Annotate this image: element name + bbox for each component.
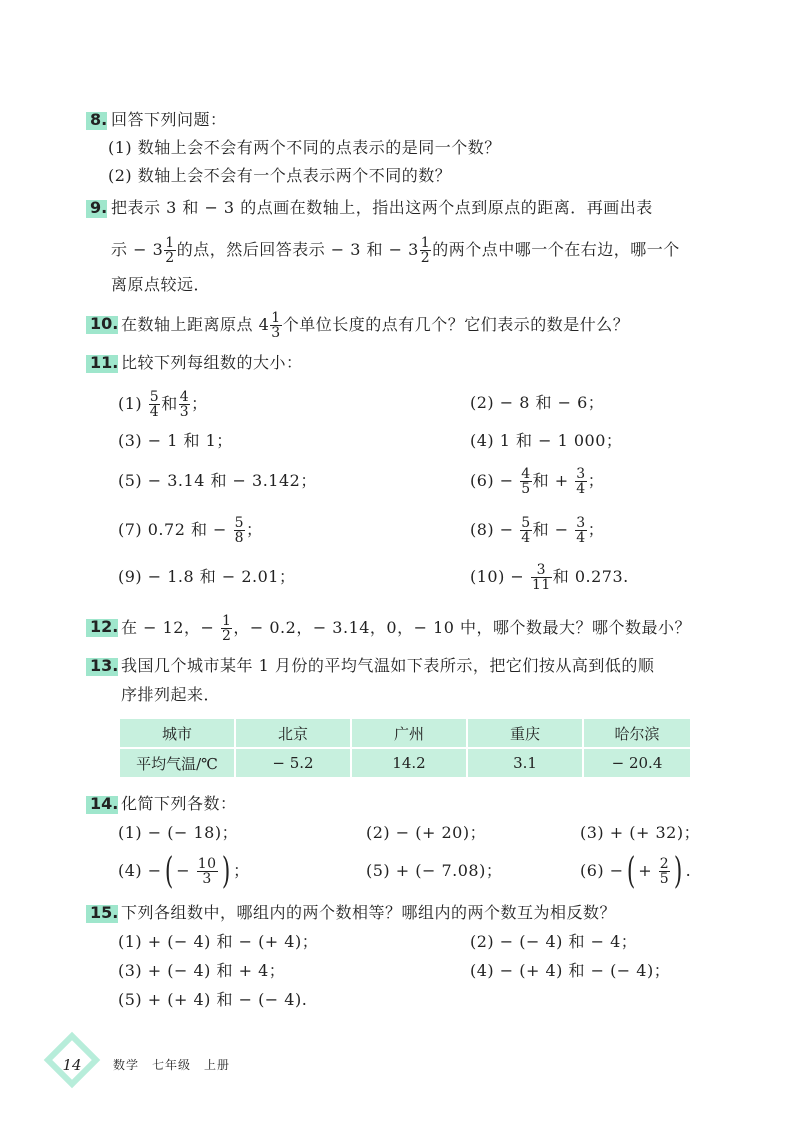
question-11-part-7: (7) 0.72 和 − $\frac{5}{8}$ ； <box>118 515 263 546</box>
question-11-part-10: (10) − $\frac{3}{11}$ 和 0.273. <box>470 562 629 593</box>
fraction: $\frac{5}{4}$ <box>149 389 160 420</box>
question-11-part-3: (3) − 1 和 1； <box>118 431 233 450</box>
question-15-part-1: (1) + (− 4) 和 − (+ 4)； <box>118 932 319 951</box>
question-15-text: 下列各组数中，哪组内的两个数相等？哪组内的两个数互为相反数？ <box>121 903 617 922</box>
table-cell: 14.2 <box>352 749 466 777</box>
question-9-line2 <box>111 233 680 267</box>
book-title: 数学 七年级 上册 <box>113 1058 231 1072</box>
question-number-8: 8. <box>90 110 108 129</box>
question-14-part-5: (5) + (− 7.08)； <box>366 861 503 880</box>
question-9-line1: 把表示 3 和 − 3 的点画在数轴上，指出这两个点到原点的距离．再画出表 <box>111 198 653 217</box>
fraction: $\frac{1}{2}$ <box>165 235 175 266</box>
question-number-12: 12. <box>90 617 119 636</box>
table-header-cell: 北京 <box>236 719 350 747</box>
question-14-part-1: (1) − (− 18)； <box>118 823 239 842</box>
question-11-part-6: (6) − $\frac{4}{5}$ 和 + $\frac{3}{4}$ ； <box>470 466 605 497</box>
question-14-part-6: (6) −( + $\frac{2}{5}$ ) . <box>580 850 692 892</box>
question-14-part-2: (2) − (+ 20)； <box>366 823 487 842</box>
question-number-13: 13. <box>90 656 119 675</box>
fraction: $\frac{4}{5}$ <box>521 466 531 497</box>
question-8-sub1: (1) 数轴上会不会有两个不同的点表示的是同一个数？ <box>108 138 501 157</box>
question-13-line2: 序排列起来． <box>121 685 221 704</box>
table-cell: − 20.4 <box>584 749 690 777</box>
question-15-part-3: (3) + (− 4) 和 + 4； <box>118 961 286 980</box>
fraction: $\frac{2}{5}$ <box>659 856 670 887</box>
question-number-15: 15. <box>90 903 119 922</box>
question-12-text: 在 − 12，− $\frac{1}{2}$ ，− 0.2，− 3.14，0，− 10 中，哪个数最大？哪个数最小？ <box>121 613 692 644</box>
table-header-cell: 广州 <box>352 719 466 747</box>
table-cell: − 5.2 <box>236 749 350 777</box>
question-number-9: 9. <box>90 198 108 217</box>
table-cell: 3.1 <box>468 749 582 777</box>
table-cell: 平均气温/℃ <box>120 749 234 777</box>
question-11-part-8: (8) − $\frac{5}{4}$ 和 − $\frac{3}{4}$ ； <box>470 515 605 546</box>
question-11-part-9: (9) − 1.8 和 − 2.01； <box>118 567 296 586</box>
table-header-cell: 城市 <box>120 719 234 747</box>
question-9-line2-part-b: 的点，然后回答表示 − 3 和 − 3 <box>176 240 419 259</box>
fraction: $\frac{3}{4}$ <box>576 466 586 497</box>
fraction: $\frac{1}{2}$ <box>420 235 431 266</box>
fraction: $\frac{4}{3}$ <box>179 389 190 420</box>
fraction: $\frac{5}{4}$ <box>521 515 531 546</box>
question-8-text: 回答下列问题： <box>111 110 227 129</box>
question-14-part-3: (3) + (+ 32)； <box>580 823 701 842</box>
question-9-line2-part-a: 示 − 3 <box>111 240 164 259</box>
table-row <box>120 749 690 777</box>
fraction: $\frac{3}{11}$ <box>531 562 551 593</box>
fraction: $\frac{1}{3}$ <box>271 310 281 341</box>
question-15-part-5: (5) + (+ 4) 和 − (− 4). <box>118 990 308 1009</box>
question-11-text: 比较下列每组数的大小： <box>121 353 303 372</box>
question-11-part-2: (2) − 8 和 − 6； <box>470 393 605 412</box>
question-8-sub2: (2) 数轴上会不会有一个点表示两个不同的数？ <box>108 166 452 185</box>
question-10-part-a: 在数轴上距离原点 4 <box>121 315 270 334</box>
question-15-part-4: (4) − (+ 4) 和 − (− 4)； <box>470 961 671 980</box>
question-9-line3: 离原点较远． <box>111 275 211 294</box>
page-number: 14 <box>62 1056 82 1074</box>
fraction: $\frac{1}{2}$ <box>221 613 232 644</box>
question-14-part-4: (4) −( − $\frac{10}{3}$ ) ； <box>118 850 250 892</box>
fraction: $\frac{3}{4}$ <box>576 515 586 546</box>
question-11-part-1: (1) $\frac{5}{4}$ 和 $\frac{4}{3}$ ； <box>118 389 208 420</box>
question-number-14: 14. <box>90 794 119 813</box>
table-header-cell: 重庆 <box>468 719 582 747</box>
question-10-part-b: 个单位长度的点有几个？它们表示的数是什么？ <box>282 315 630 334</box>
question-11-part-4: (4) 1 和 − 1 000； <box>470 431 623 450</box>
question-number-10: 10. <box>90 314 119 333</box>
fraction: $\frac{5}{8}$ <box>234 515 244 546</box>
table-row <box>120 719 690 747</box>
question-15-part-2: (2) − (− 4) 和 − 4； <box>470 932 638 951</box>
question-10-text <box>121 308 629 342</box>
question-11-part-5: (5) − 3.14 和 − 3.142； <box>118 471 317 490</box>
question-13-line1: 我国几个城市某年 1 月份的平均气温如下表所示，把它们按从高到低的顺 <box>121 656 655 675</box>
question-number-11: 11. <box>90 353 119 372</box>
temperature-table <box>118 717 692 779</box>
table-header-cell: 哈尔滨 <box>584 719 690 747</box>
question-9-line2-part-c: 的两个点中哪一个在右边，哪一个 <box>432 240 680 259</box>
fraction: $\frac{10}{3}$ <box>197 856 217 887</box>
question-14-text: 化简下列各数： <box>121 794 237 813</box>
